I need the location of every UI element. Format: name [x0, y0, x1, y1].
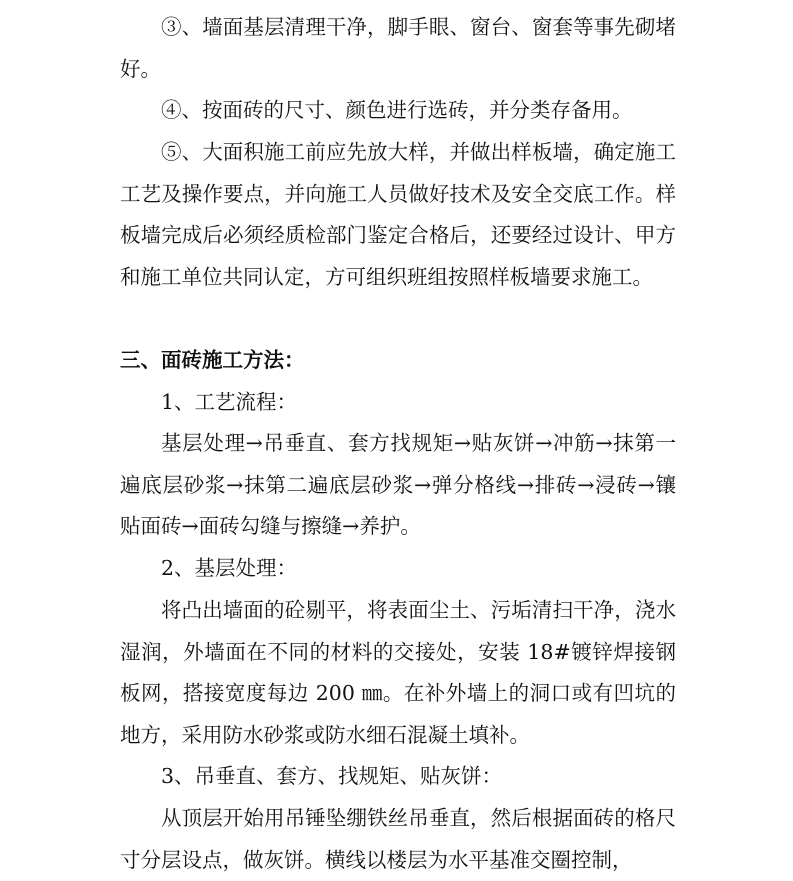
paragraph-plumb: 从顶层开始用吊锤坠绷铁丝吊垂直，然后根据面砖的格尺寸分层设点，做灰饼。横线以楼层为水平基准交圈控制， [120, 806, 676, 872]
subsection-title-plumb: 3、吊垂直、套方、找规矩、贴灰饼： [161, 764, 503, 788]
paragraph-select-tiles: ④、按面砖的尺寸、颜色进行选砖，并分类存备用。 [161, 98, 633, 122]
paragraph-process-flow: 基层处理→吊垂直、套方找规矩→贴灰饼→冲筋→抹第一遍底层砂浆→抹第二遍底层砂浆→弹分格线→排砖→浸砖→镶贴面砖→面砖勾缝与擦缝→养护。 [120, 431, 676, 539]
section-heading-tile-method: 三、面砖施工方法： [120, 348, 305, 372]
subsection-title-process: 1、工艺流程： [161, 390, 298, 414]
paragraph-clean-base: ③、墙面基层清理干净，脚手眼、窗台、窗套等事先砌堵好。 [120, 15, 676, 81]
paragraph-base-treatment: 将凸出墙面的砼剔平，将表面尘土、污垢清扫干净，浇水湿润，外墙面在不同的材料的交接处，安装 18#镀锌焊接钢板网，搭接宽度每边 200 ㎜。在补外墙上的洞口或有凹坑的地方，采用防水砂浆或防水细石混凝土填补。 [120, 598, 676, 747]
paragraph-sample-wall: ⑤、大面积施工前应先放大样，并做出样板墙，确定施工工艺及操作要点，并向施工人员做好技术及安全交底工作。样板墙完成后必须经质检部门鉴定合格后，还要经过设计、甲方和施工单位共同认定，方可组织班组按照样板墙要求施工。 [120, 140, 676, 289]
subsection-title-base-treatment: 2、基层处理： [161, 556, 298, 580]
